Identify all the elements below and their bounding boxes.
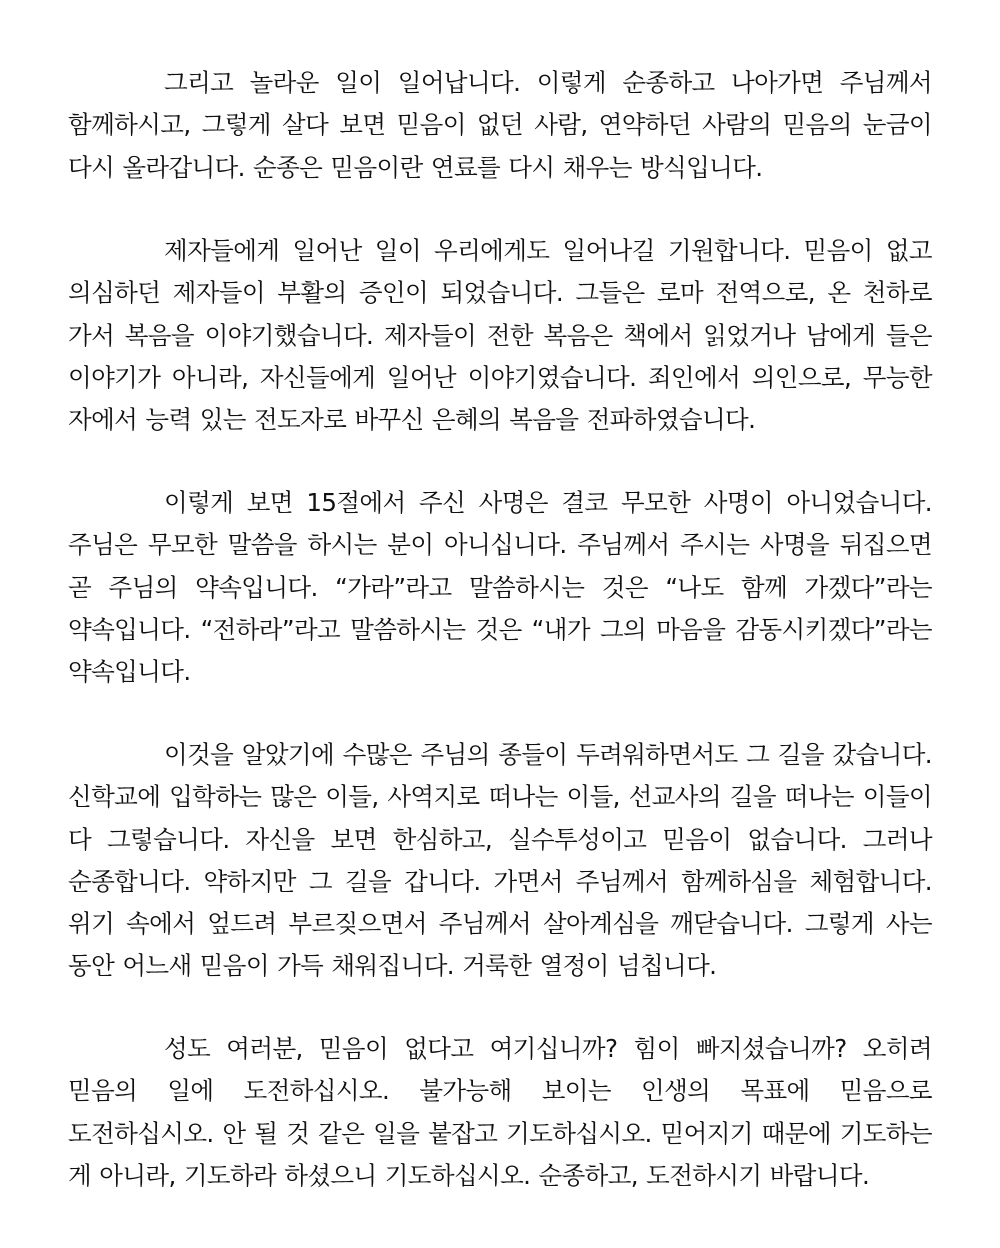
paragraph-disciples-witnesses: 제자들에게 일어난 일이 우리에게도 일어나길 기원합니다. 믿음이 없고 의심하던 제자들이 부활의 증인이 되었습니다. 그들은 로마 전역으로, 온 천하로 가서 복음을 이야기했습니다. 제자들이 전한 복음은 책에서 읽었거나 남에게 들은 이야기가 아니라, 자신들에게 일어난 이야기였습니다. 죄인에서 의인으로, 무능한 자에서 능력 있는 전도자로 바꾸신 은혜의 복음을 전파하였습니다. [68,236,932,435]
paragraph-exhortation: 성도 여러분, 믿음이 없다고 여기십니까? 힘이 빠지셨습니까? 오히려 믿음의 일에 도전하십시오. 불가능해 보이는 인생의 목표에 믿음으로 도전하십시오. 안 될 것 같은 일을 붙잡고 기도하십시오. 믿어지기 때문에 기도하는 게 아니라, 기도하라 하셨으니 기도하십시오. 순종하고, 도전하시기 바랍니다. [68,1034,932,1190]
paragraph-obedience-refills-faith: 그리고 놀라운 일이 일어납니다. 이렇게 순종하고 나아가면 주님께서 함께하시고, 그렇게 살다 보면 믿음이 없던 사람, 연약하던 사람의 믿음의 눈금이 다시 올라갑니다. 순종은 믿음이란 연료를 다시 채우는 방식입니다. [68,68,932,182]
paragraph-servants-who-went: 이것을 알았기에 수많은 주님의 종들이 두려워하면서도 그 길을 갔습니다. 신학교에 입학하는 많은 이들, 사역지로 떠나는 이들, 선교사의 길을 떠나는 이들이 다 그렇습니다. 자신을 보면 한심하고, 실수투성이고 믿음이 없습니다. 그러나 순종합니다. 약하지만 그 길을 갑니다. 가면서 주님께서 함께하심을 체험합니다. 위기 속에서 엎드려 부르짖으면서 주님께서 살아계심을 깨닫습니다. 그렇게 사는 동안 어느새 믿음이 가득 채워집니다. 거룩한 열정이 넘칩니다. [68,740,932,981]
paragraph-mission-is-promise: 이렇게 보면 15절에서 주신 사명은 결코 무모한 사명이 아니었습니다. 주님은 무모한 말씀을 하시는 분이 아니십니다. 주님께서 주시는 사명을 뒤집으면 곧 주님의 약속입니다. “가라”라고 말씀하시는 것은 “나도 함께 가겠다”라는 약속입니다. “전하라”라고 말씀하시는 것은 “내가 그의 마음을 감동시키겠다”라는 약속입니다. [68,488,932,687]
